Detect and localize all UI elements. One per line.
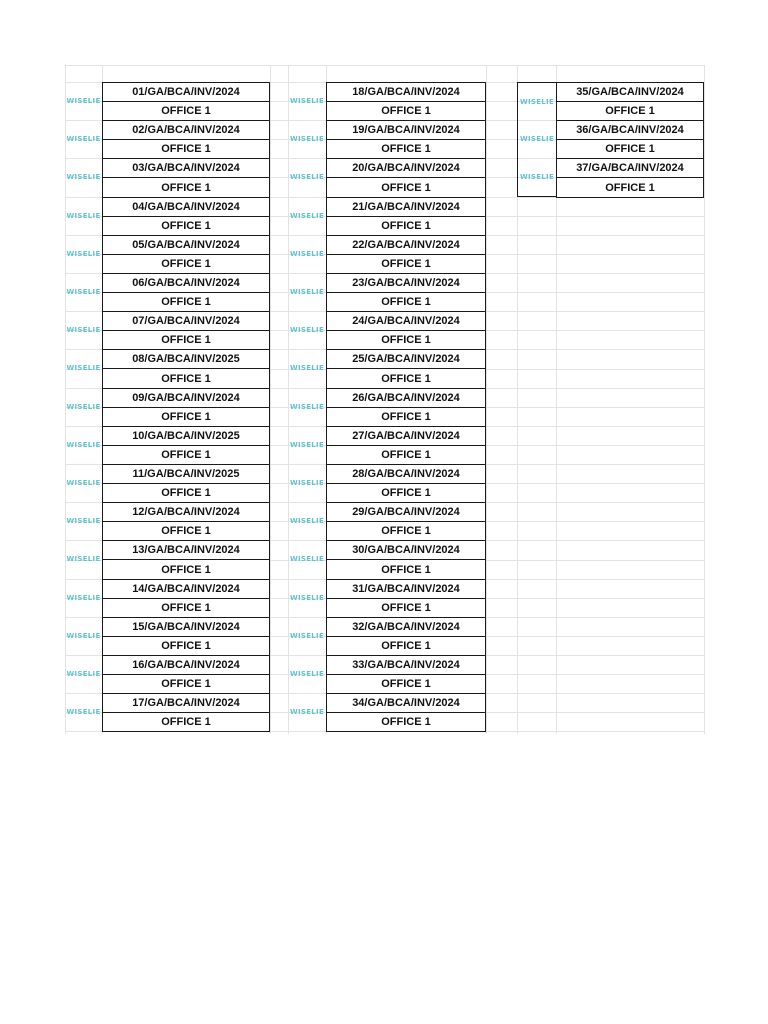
wiselie-logo: WISELIE — [289, 173, 325, 182]
wiselie-logo: WISELIE — [66, 440, 101, 449]
asset-label — [556, 82, 704, 121]
asset-code: 22/GA/BCA/INV/2024 — [327, 236, 485, 255]
asset-code: 36/GA/BCA/INV/2024 — [557, 121, 703, 140]
asset-label — [102, 235, 270, 274]
asset-label — [102, 82, 270, 121]
asset-label — [326, 82, 486, 121]
asset-office: OFFICE 1 — [381, 563, 431, 576]
wiselie-logo: WISELIE — [289, 288, 325, 297]
asset-label — [102, 120, 270, 159]
asset-office: OFFICE 1 — [161, 143, 211, 156]
asset-code: 20/GA/BCA/INV/2024 — [327, 159, 485, 178]
wiselie-logo: WISELIE — [66, 670, 101, 679]
asset-office: OFFICE 1 — [161, 334, 211, 347]
label-logo-cell — [65, 82, 102, 120]
asset-code: 16/GA/BCA/INV/2024 — [103, 656, 269, 675]
label-logo-cell — [65, 617, 102, 655]
asset-code: 23/GA/BCA/INV/2024 — [327, 274, 485, 293]
asset-code: 33/GA/BCA/INV/2024 — [327, 656, 485, 675]
label-logo-cell — [288, 655, 326, 693]
wiselie-logo: WISELIE — [289, 479, 325, 488]
wiselie-logo: WISELIE — [519, 135, 555, 144]
asset-label — [326, 311, 486, 350]
asset-code: 14/GA/BCA/INV/2024 — [103, 580, 269, 599]
wiselie-logo: WISELIE — [66, 211, 101, 220]
asset-label — [326, 197, 486, 236]
asset-office: OFFICE 1 — [161, 372, 211, 385]
wiselie-logo: WISELIE — [289, 593, 325, 602]
label-logo-cell — [65, 655, 102, 693]
asset-label — [326, 540, 486, 579]
asset-office: OFFICE 1 — [381, 372, 431, 385]
asset-label — [326, 693, 486, 732]
asset-code: 35/GA/BCA/INV/2024 — [557, 83, 703, 102]
asset-label — [326, 655, 486, 694]
wiselie-logo: WISELIE — [66, 326, 101, 335]
asset-label — [326, 579, 486, 618]
asset-code: 32/GA/BCA/INV/2024 — [327, 618, 485, 637]
asset-label — [102, 273, 270, 312]
label-logo-cell — [288, 82, 326, 120]
wiselie-logo: WISELIE — [289, 249, 325, 258]
wiselie-logo: WISELIE — [66, 555, 101, 564]
asset-code: 18/GA/BCA/INV/2024 — [327, 83, 485, 102]
asset-label — [102, 311, 270, 350]
asset-label — [102, 158, 270, 197]
asset-label — [102, 388, 270, 427]
label-logo-cell — [65, 273, 102, 311]
asset-label — [326, 235, 486, 274]
asset-code: 02/GA/BCA/INV/2024 — [103, 121, 269, 140]
label-logo-cell — [65, 502, 102, 540]
asset-label — [326, 464, 486, 503]
label-logo-cell — [288, 502, 326, 540]
asset-code: 25/GA/BCA/INV/2024 — [327, 350, 485, 369]
wiselie-logo: WISELIE — [289, 670, 325, 679]
asset-label — [102, 464, 270, 503]
asset-office: OFFICE 1 — [381, 639, 431, 652]
wiselie-logo: WISELIE — [289, 364, 325, 373]
asset-office: OFFICE 1 — [381, 181, 431, 194]
label-logo-cell — [65, 158, 102, 196]
asset-code: 07/GA/BCA/INV/2024 — [103, 312, 269, 331]
asset-label — [556, 120, 704, 159]
label-logo-cell — [288, 311, 326, 349]
label-logo-cell — [65, 540, 102, 578]
asset-office: OFFICE 1 — [161, 678, 211, 691]
asset-code: 30/GA/BCA/INV/2024 — [327, 541, 485, 560]
asset-office: OFFICE 1 — [381, 334, 431, 347]
asset-office: OFFICE 1 — [161, 716, 211, 729]
label-logo-cell — [288, 273, 326, 311]
wiselie-logo: WISELIE — [289, 211, 325, 220]
label-logo-cell — [517, 120, 556, 158]
asset-office: OFFICE 1 — [161, 487, 211, 500]
asset-code: 26/GA/BCA/INV/2024 — [327, 389, 485, 408]
wiselie-logo: WISELIE — [289, 326, 325, 335]
label-logo-cell — [65, 235, 102, 273]
wiselie-logo: WISELIE — [66, 479, 101, 488]
asset-office: OFFICE 1 — [381, 678, 431, 691]
asset-label — [102, 197, 270, 236]
gridline-horizontal — [65, 65, 704, 66]
asset-office: OFFICE 1 — [381, 525, 431, 538]
asset-office: OFFICE 1 — [161, 410, 211, 423]
wiselie-logo: WISELIE — [66, 708, 101, 717]
label-logo-cell — [65, 311, 102, 349]
wiselie-logo: WISELIE — [66, 364, 101, 373]
wiselie-logo: WISELIE — [289, 708, 325, 717]
asset-office: OFFICE 1 — [381, 257, 431, 270]
asset-office: OFFICE 1 — [161, 181, 211, 194]
wiselie-logo: WISELIE — [289, 97, 325, 106]
asset-label — [326, 502, 486, 541]
asset-code: 11/GA/BCA/INV/2025 — [103, 465, 269, 484]
wiselie-logo: WISELIE — [289, 402, 325, 411]
asset-code: 31/GA/BCA/INV/2024 — [327, 580, 485, 599]
asset-office: OFFICE 1 — [381, 487, 431, 500]
asset-code: 06/GA/BCA/INV/2024 — [103, 274, 269, 293]
wiselie-logo: WISELIE — [289, 440, 325, 449]
wiselie-logo: WISELIE — [66, 173, 101, 182]
wiselie-logo: WISELIE — [66, 593, 101, 602]
label-logo-cell — [288, 235, 326, 273]
label-logo-cell — [288, 540, 326, 578]
wiselie-logo: WISELIE — [66, 249, 101, 258]
label-logo-cell — [288, 464, 326, 502]
asset-code: 09/GA/BCA/INV/2024 — [103, 389, 269, 408]
wiselie-logo: WISELIE — [289, 555, 325, 564]
asset-office: OFFICE 1 — [605, 143, 655, 156]
asset-code: 04/GA/BCA/INV/2024 — [103, 198, 269, 217]
asset-label — [102, 349, 270, 388]
label-logo-cell — [288, 617, 326, 655]
asset-code: 28/GA/BCA/INV/2024 — [327, 465, 485, 484]
gridline-vertical — [704, 65, 705, 734]
asset-office: OFFICE 1 — [381, 105, 431, 118]
asset-label — [102, 655, 270, 694]
asset-code: 37/GA/BCA/INV/2024 — [557, 159, 703, 178]
asset-code: 03/GA/BCA/INV/2024 — [103, 159, 269, 178]
asset-label — [326, 388, 486, 427]
asset-office: OFFICE 1 — [381, 296, 431, 309]
asset-label — [326, 349, 486, 388]
label-logo-cell — [65, 197, 102, 235]
gridline-vertical — [486, 65, 487, 734]
asset-code: 27/GA/BCA/INV/2024 — [327, 427, 485, 446]
asset-office: OFFICE 1 — [381, 601, 431, 614]
asset-label — [102, 693, 270, 732]
asset-office: OFFICE 1 — [161, 639, 211, 652]
label-logo-cell — [288, 426, 326, 464]
asset-code: 10/GA/BCA/INV/2025 — [103, 427, 269, 446]
wiselie-logo: WISELIE — [66, 288, 101, 297]
asset-office: OFFICE 1 — [161, 296, 211, 309]
asset-label — [102, 426, 270, 465]
asset-label — [326, 617, 486, 656]
asset-code: 08/GA/BCA/INV/2025 — [103, 350, 269, 369]
asset-label — [102, 502, 270, 541]
asset-label — [102, 540, 270, 579]
asset-office: OFFICE 1 — [605, 181, 655, 194]
asset-office: OFFICE 1 — [161, 448, 211, 461]
wiselie-logo: WISELIE — [66, 517, 101, 526]
asset-office: OFFICE 1 — [161, 105, 211, 118]
label-logo-cell — [517, 82, 556, 120]
asset-code: 13/GA/BCA/INV/2024 — [103, 541, 269, 560]
asset-office: OFFICE 1 — [161, 219, 211, 232]
label-logo-cell — [288, 693, 326, 731]
asset-label — [326, 158, 486, 197]
label-logo-cell — [65, 579, 102, 617]
wiselie-logo: WISELIE — [289, 517, 325, 526]
asset-label — [326, 273, 486, 312]
label-logo-cell — [288, 158, 326, 196]
label-logo-cell — [288, 349, 326, 387]
asset-label — [556, 158, 704, 197]
wiselie-logo: WISELIE — [66, 631, 101, 640]
asset-code: 21/GA/BCA/INV/2024 — [327, 198, 485, 217]
asset-office: OFFICE 1 — [381, 410, 431, 423]
asset-office: OFFICE 1 — [161, 563, 211, 576]
label-logo-cell — [65, 120, 102, 158]
asset-office: OFFICE 1 — [381, 448, 431, 461]
asset-office: OFFICE 1 — [605, 105, 655, 118]
wiselie-logo: WISELIE — [289, 631, 325, 640]
asset-office: OFFICE 1 — [381, 716, 431, 729]
asset-code: 05/GA/BCA/INV/2024 — [103, 236, 269, 255]
label-logo-cell — [65, 349, 102, 387]
asset-code: 24/GA/BCA/INV/2024 — [327, 312, 485, 331]
label-logo-cell — [288, 120, 326, 158]
asset-code: 12/GA/BCA/INV/2024 — [103, 503, 269, 522]
asset-office: OFFICE 1 — [161, 601, 211, 614]
asset-code: 29/GA/BCA/INV/2024 — [327, 503, 485, 522]
label-logo-cell — [65, 388, 102, 426]
asset-label — [102, 579, 270, 618]
asset-code: 01/GA/BCA/INV/2024 — [103, 83, 269, 102]
wiselie-logo: WISELIE — [519, 172, 555, 181]
asset-office: OFFICE 1 — [161, 525, 211, 538]
wiselie-logo: WISELIE — [289, 135, 325, 144]
asset-code: 34/GA/BCA/INV/2024 — [327, 694, 485, 713]
asset-label — [326, 426, 486, 465]
gridline-vertical — [270, 65, 271, 734]
wiselie-logo: WISELIE — [66, 97, 101, 106]
wiselie-logo: WISELIE — [519, 97, 555, 106]
label-logo-cell — [288, 388, 326, 426]
label-logo-cell — [517, 158, 556, 196]
wiselie-logo: WISELIE — [66, 402, 101, 411]
asset-label — [102, 617, 270, 656]
wiselie-logo: WISELIE — [66, 135, 101, 144]
asset-office: OFFICE 1 — [161, 257, 211, 270]
label-logo-cell — [288, 197, 326, 235]
asset-label — [326, 120, 486, 159]
asset-office: OFFICE 1 — [381, 219, 431, 232]
label-logo-cell — [65, 693, 102, 731]
asset-code: 15/GA/BCA/INV/2024 — [103, 618, 269, 637]
label-logo-cell — [65, 464, 102, 502]
asset-code: 17/GA/BCA/INV/2024 — [103, 694, 269, 713]
asset-code: 19/GA/BCA/INV/2024 — [327, 121, 485, 140]
asset-office: OFFICE 1 — [381, 143, 431, 156]
label-logo-cell — [288, 579, 326, 617]
label-logo-cell — [65, 426, 102, 464]
